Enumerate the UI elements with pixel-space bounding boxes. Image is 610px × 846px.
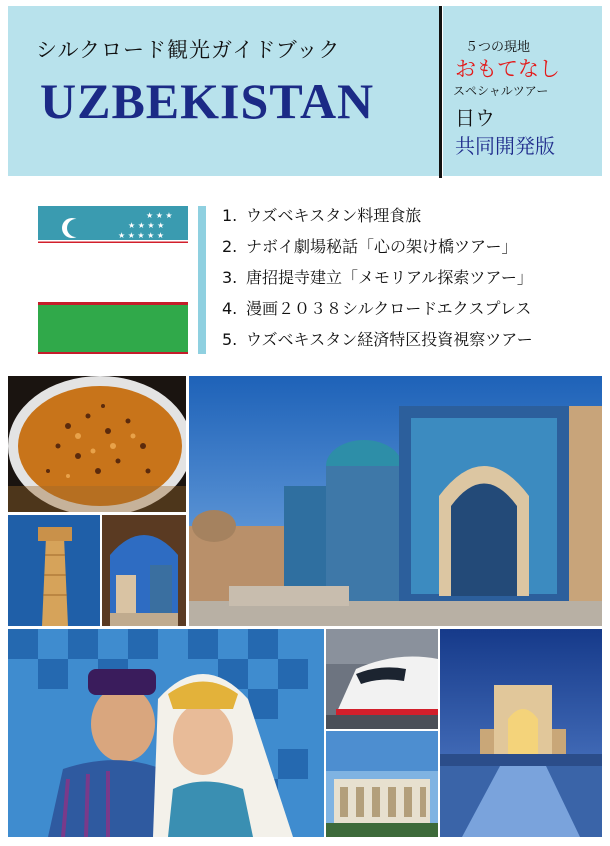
badge-line-2: おもてなし (455, 57, 560, 81)
tour-list (222, 200, 533, 355)
badge-line-5: 共同開発版 (455, 134, 555, 158)
tour-item: 1. ウズベキスタン料理食旅 (222, 206, 422, 225)
badge-line-3: スペシャルツアー (453, 84, 549, 98)
plov-photo (8, 376, 186, 512)
tour-list-accent-bar (198, 206, 206, 354)
theater-building-photo (326, 731, 438, 837)
green-flag (38, 302, 188, 354)
guidebook-subtitle: シルクロード観光ガイドブック (36, 38, 341, 62)
header-divider (439, 6, 442, 178)
tour-item: 4. 漫画２０３８シルクロードエクスプレス (222, 299, 532, 318)
svg-text:★ ★ ★ ★: ★ ★ ★ ★ (128, 221, 165, 230)
badge-line-1: ５つの現地 (465, 40, 531, 55)
country-title: UZBEKISTAN (40, 73, 375, 129)
tour-item: 5. ウズベキスタン経済特区投資視察ツアー (222, 330, 533, 349)
tour-item: 3. 唐招提寺建立「メモリアル探索ツアー」 (222, 268, 533, 287)
tour-item: 2. ナボイ劇場秘話「心の架け橋ツアー」 (222, 237, 518, 256)
couple-photo (8, 629, 324, 837)
minaret-photo (8, 515, 100, 626)
svg-text:★ ★ ★: ★ ★ ★ (146, 211, 173, 220)
shah-i-zinda-photo (189, 376, 602, 626)
night-palace-photo (440, 629, 602, 837)
uzbekistan-flag-overlay (38, 206, 188, 256)
svg-text:★ ★ ★ ★ ★: ★ ★ ★ ★ ★ (118, 231, 165, 240)
arch-street-photo (102, 515, 186, 626)
badge-line-4: 日ウ (455, 106, 495, 130)
train-photo (326, 629, 438, 729)
header-banner (8, 6, 440, 176)
tour-badge-panel (443, 6, 602, 176)
